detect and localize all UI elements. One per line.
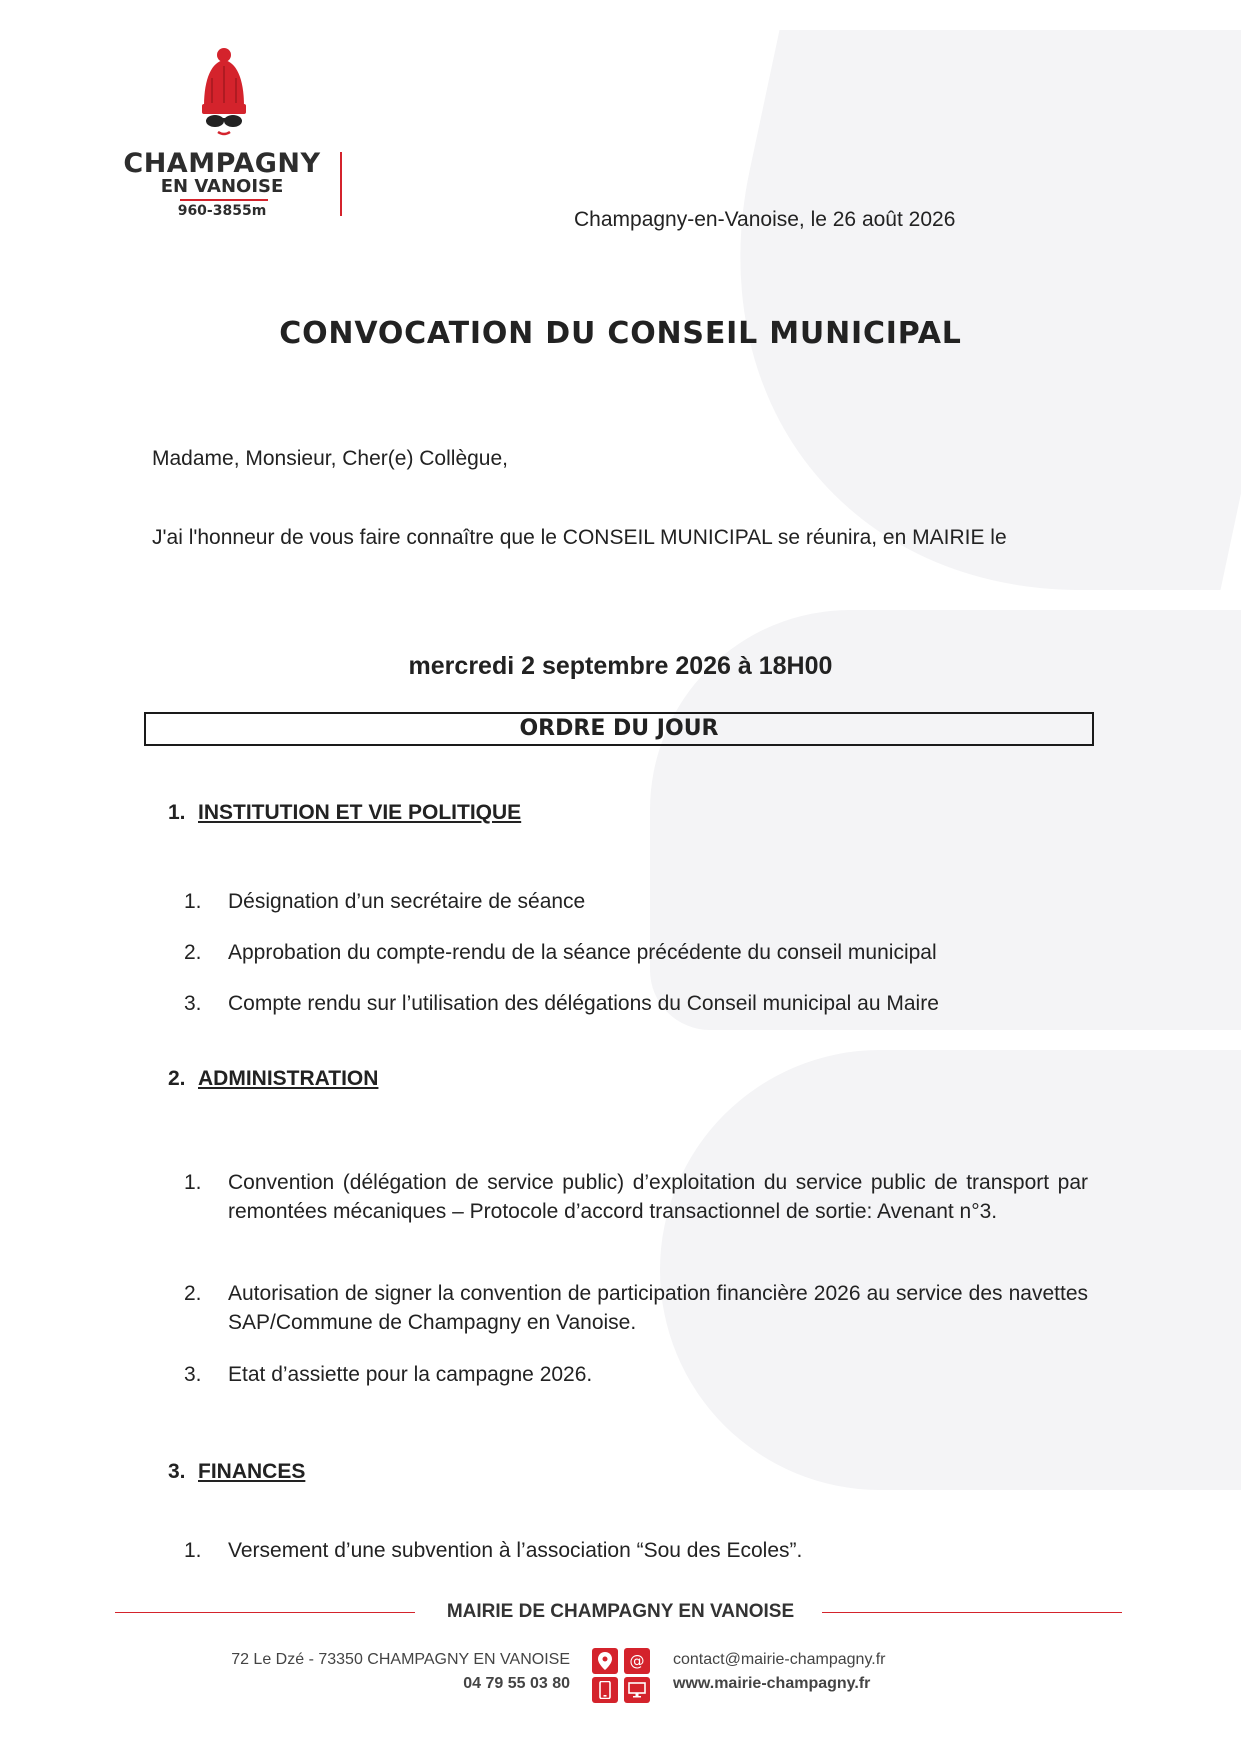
item-text: Etat d’assiette pour la campagne 2026.	[228, 1363, 593, 1386]
section-label: FINANCES	[198, 1460, 306, 1483]
section-heading	[168, 1067, 378, 1091]
agenda-item	[184, 1360, 1088, 1389]
item-number: 1.	[184, 1171, 202, 1194]
page-title: CONVOCATION DU CONSEIL MUNICIPAL	[279, 316, 962, 351]
item-text: Désignation d’un secrétaire de séance	[228, 890, 586, 913]
salutation: Madame, Monsieur, Cher(e) Collègue,	[152, 447, 508, 470]
date-line: Champagny-en-Vanoise, le 26 août 2026	[574, 208, 956, 231]
item-text: Versement d’une subvention à l’association “Sou des Ecoles”.	[228, 1539, 803, 1562]
section-number: 2.	[168, 1067, 186, 1090]
item-number: 1.	[184, 890, 202, 913]
section-label: INSTITUTION ET VIE POLITIQUE	[198, 801, 522, 824]
intro-paragraph: J'ai l'honneur de vous faire connaître que le CONSEIL MUNICIPAL se réunira, en MAIRIE le	[152, 526, 1007, 549]
footer-phone: 04 79 55 03 80	[463, 1675, 570, 1692]
section-number: 1.	[168, 801, 186, 824]
logo-line2: EN VANOISE	[160, 176, 284, 197]
agenda-item	[184, 938, 1088, 967]
agenda-item	[184, 887, 1088, 916]
section-heading	[168, 1460, 305, 1484]
agenda-item	[184, 1536, 1088, 1565]
item-text: Autorisation de signer la convention de participation financière 2026 au service des navettes SAP/Commune de Champagny en Vanoise.	[228, 1282, 1088, 1334]
footer-website[interactable]: www.mairie-champagny.fr	[673, 1675, 871, 1692]
champagny-logo	[110, 48, 340, 223]
footer-address: 72 Le Dzé - 73350 CHAMPAGNY EN VANOISE	[231, 1651, 570, 1668]
item-number: 2.	[184, 941, 202, 964]
monitor-icon	[624, 1677, 650, 1703]
watermark-shape	[660, 30, 1241, 590]
agenda-item	[184, 1279, 1088, 1337]
agenda-item	[184, 989, 1088, 1018]
item-number: 3.	[184, 992, 202, 1015]
agenda-item	[184, 1168, 1088, 1226]
item-number: 3.	[184, 1363, 202, 1386]
item-text: Approbation du compte-rendu de la séance précédente du conseil municipal	[228, 941, 937, 964]
phone-icon	[592, 1677, 618, 1703]
item-text: Convention (délégation de service public) d’exploitation du service public de transport par remontées mécaniques – Protocole d’accord transactionnel de sortie: Avenant n°3.	[228, 1171, 1088, 1223]
meeting-datetime: mercredi 2 septembre 2026 à 18H00	[408, 652, 833, 680]
section-heading	[168, 801, 521, 825]
section-label: ADMINISTRATION	[198, 1067, 379, 1090]
footer-title	[0, 1601, 1241, 1623]
section-number: 3.	[168, 1460, 186, 1483]
logo-divider	[180, 199, 268, 201]
item-number: 1.	[184, 1539, 202, 1562]
agenda-heading: ORDRE DU JOUR	[144, 712, 1094, 746]
footer-title-text: MAIRIE DE CHAMPAGNY EN VANOISE	[433, 1601, 808, 1622]
item-number: 2.	[184, 1282, 202, 1305]
at-sign-icon: @	[624, 1648, 650, 1674]
footer-email[interactable]: contact@mairie-champagny.fr	[673, 1651, 886, 1668]
logo-altitude: 960-3855m	[177, 203, 267, 219]
location-pin-icon	[592, 1648, 618, 1674]
header-vertical-rule	[340, 152, 342, 216]
item-text: Compte rendu sur l’utilisation des délégations du Conseil municipal au Maire	[228, 992, 939, 1015]
ski-hat-mascot-icon	[182, 48, 266, 148]
watermark-shape	[660, 1050, 1241, 1490]
logo-line1: CHAMPAGNY	[123, 148, 321, 179]
